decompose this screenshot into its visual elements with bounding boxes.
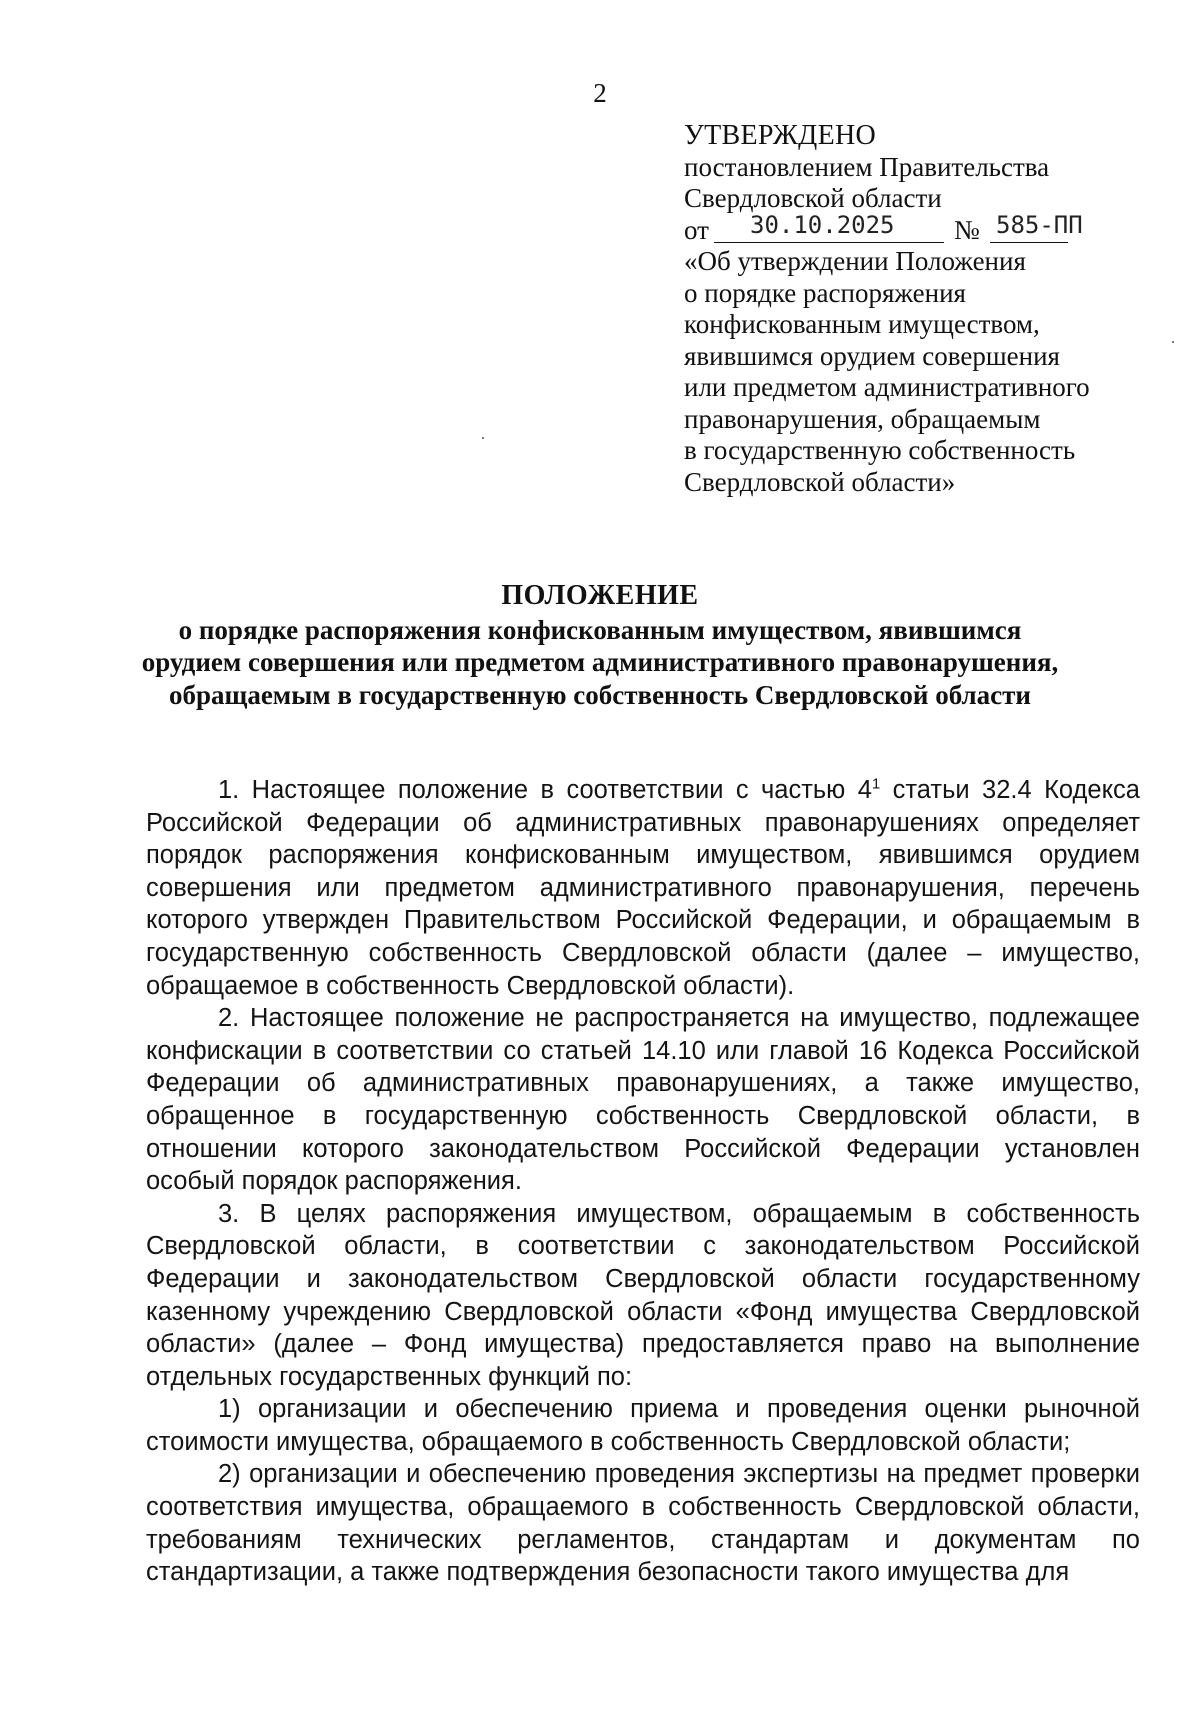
document-subtitle-line: обращаемым в государственную собственность Свердловской области [169,679,1031,710]
document-body [146,774,1140,1589]
document-subtitle-line: о порядке распоряжения конфискованным имуществом, явившимся [178,614,1022,645]
paragraph-1-text-cont: статьи 32.4 Кодекса Российской Федерации об административных правонарушениях определяет порядок распоряжения конфискованным имуществом, явившимся орудием совершения или предметом административного правонарушения, перечень которого утвержден Правительством Российской Федерации, и обращаемым в государственную собственность Свердловской области (далее – имущество, обращаемое в собственность Свердловской области). [146,776,1140,1000]
paragraph-2: 2. Настоящее положение не распространяется на имущество, подлежащее конфискации в соответствии со статьей 14.10 или главой 16 Кодекса Российской Федерации об административных правонарушениях, а также имущество, обращенное в государственную собственность Свердловской области, в отношении которого законодательством Российской Федерации установлен особый порядок распоряжения. [146,1004,1140,1196]
resolution-title-line: в государственную собственность [684,435,1076,465]
resolution-title-line: конфискованным имуществом, [684,309,1040,339]
registration-line [684,210,1144,247]
resolution-title-line: Свердловской области» [684,466,956,497]
paragraph-3-item-1: 1) организации и обеспечению приема и проведения оценки рыночной стоимости имущества, обращаемого в собственность Свердловской области; [146,1395,1140,1456]
document-subtitle-line: орудием совершения или предметом административного правонарушения, [141,647,1059,677]
number-label: № [954,214,980,245]
scan-speck [1172,341,1174,343]
date-label: от [684,214,709,245]
scan-speck [482,437,484,439]
resolution-title-line: явившимся орудием совершения [684,340,1060,371]
approval-issuer-line: Свердловской области [684,183,942,213]
paragraph-3-item-2: 2) организации и обеспечению проведения экспертизы на предмет проверки соответствия имущества, обращаемого в собственность Свердловской области, требованиям технических регламентов, стандартам и документам по стандартизации, а также подтверждения безопасности такого имущества для [146,1460,1140,1587]
resolution-title-line: правонарушения, обращаемым [684,403,1041,434]
document-title [0,580,1200,711]
approval-stamp [684,120,1144,498]
date-field: 30.10.2025 [714,215,944,243]
resolution-title-line: «Об утверждении Положения [684,246,1026,276]
number-field: 585-ПП [990,215,1068,243]
paragraph-1-text: 1. Настоящее положение в соответствии с частью 4 [218,776,872,804]
document-title-main: ПОЛОЖЕНИЕ [501,580,699,611]
paragraph-3: 3. В целях распоряжения имуществом, обращаемым в собственность Свердловской области, в соответствии с законодательством Российской Федерации и законодательством Свердловской области государственному казенному учреждению Свердловской области «Фонд имущества Свердловской области» (далее – Фонд имущества) предоставляется право на выполнение отдельных государственных функций по: [146,1199,1140,1391]
paragraph-1 [146,774,1140,1002]
page-number: 2 [593,78,607,108]
resolution-title-line: о порядке распоряжения [684,277,966,308]
approval-heading: УТВЕРЖДЕНО [684,120,877,151]
resolution-title-line: или предметом административного [684,372,1090,402]
approval-issuer-line: постановлением Правительства [684,151,1050,182]
superscript-index: 1 [871,775,881,793]
